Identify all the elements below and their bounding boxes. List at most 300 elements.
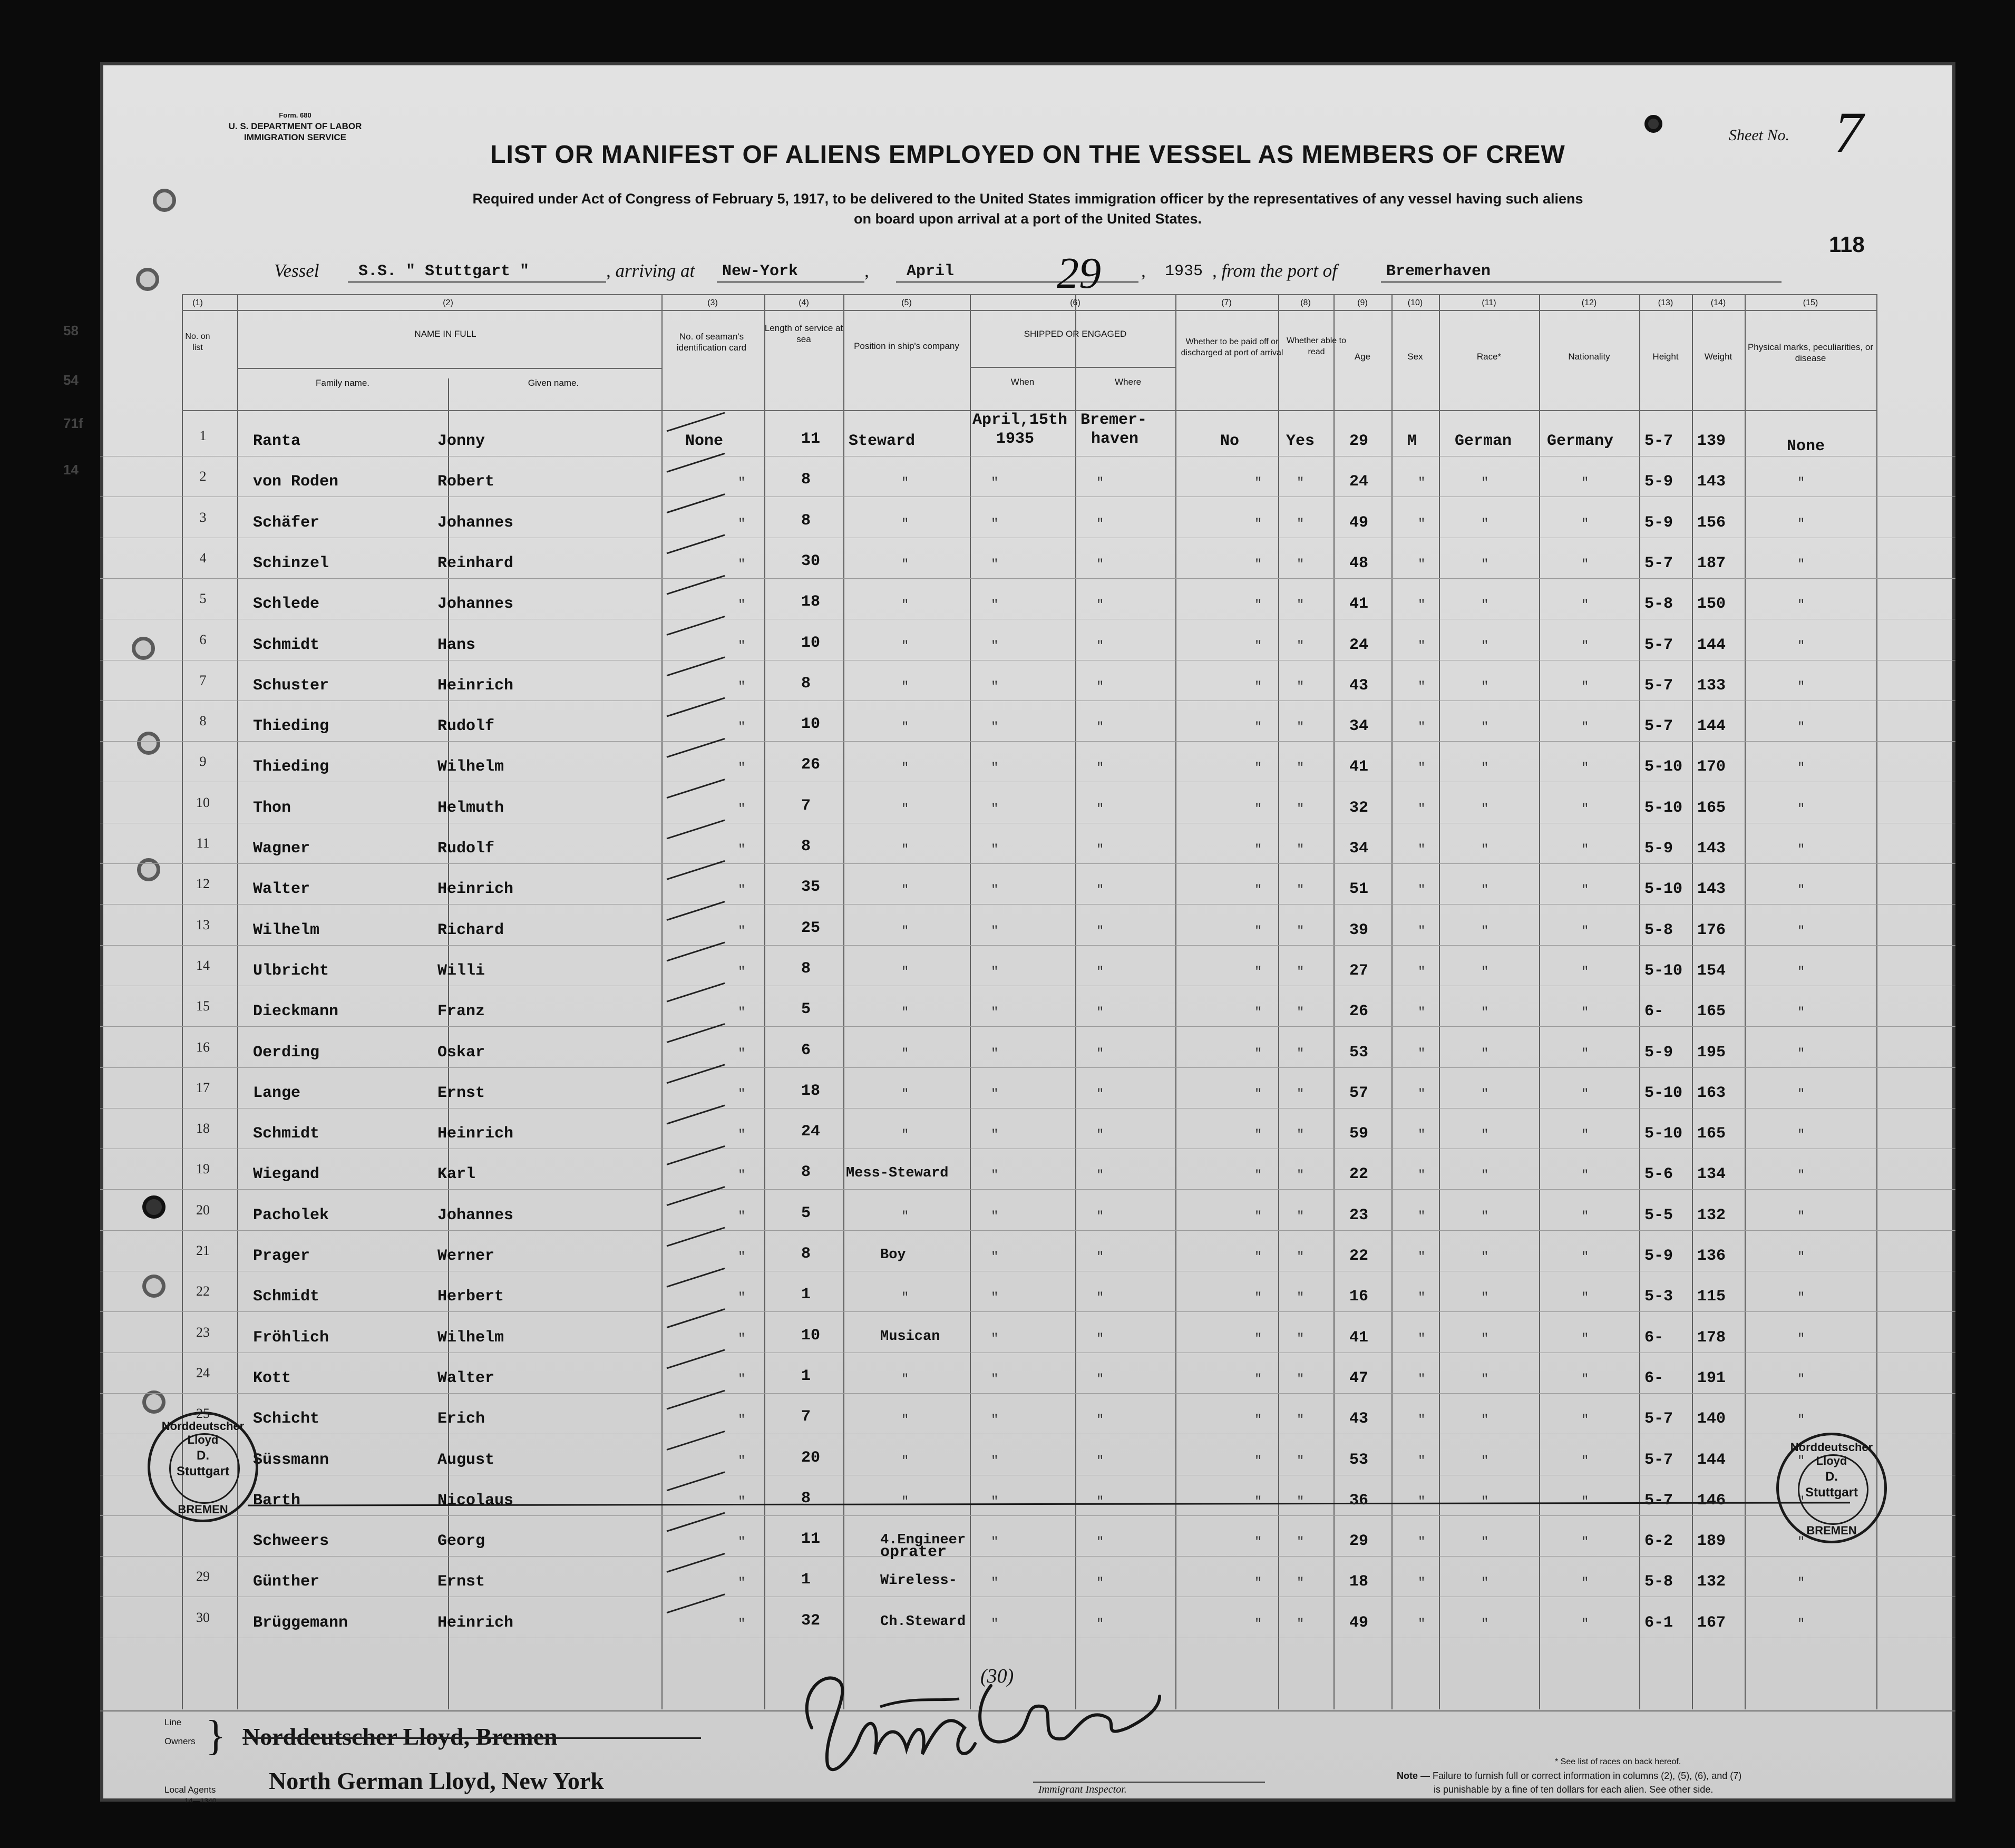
length-of-service: 10 [801, 1327, 821, 1345]
ditto-mark: " [1297, 1210, 1305, 1224]
row-number: 15 [196, 998, 210, 1014]
height: 5-3 [1644, 1288, 1673, 1306]
given-name: Georg [437, 1532, 485, 1550]
manifest-table [100, 62, 1955, 1802]
weight: 154 [1697, 962, 1726, 980]
ditto-mark: " [738, 843, 746, 857]
ditto-mark: " [1418, 1617, 1426, 1631]
ditto-mark: " [1096, 1373, 1104, 1387]
height: 6- [1644, 1369, 1664, 1387]
ditto-mark: " [1581, 598, 1589, 612]
length-of-service: 7 [801, 797, 811, 815]
ditto-mark: " [738, 598, 746, 612]
ditto-mark: " [1481, 761, 1489, 775]
ditto-mark: " [738, 680, 746, 694]
ditto-mark: " [1254, 721, 1262, 735]
age: 39 [1349, 921, 1369, 939]
ditto-mark: " [1297, 761, 1305, 775]
ditto-mark: " [1297, 1128, 1305, 1142]
vessel-name: S.S. " Stuttgart " [358, 262, 530, 280]
column-number: (13) [1658, 298, 1673, 307]
family-name: Fröhlich [253, 1329, 329, 1347]
ditto-mark: " [1254, 1250, 1262, 1265]
ditto-mark: " [1418, 1006, 1426, 1020]
ditto-mark: " [991, 1576, 999, 1590]
row-number: 14 [196, 958, 210, 973]
weight: 150 [1697, 595, 1726, 613]
weight: 170 [1697, 758, 1726, 776]
nationality-value: Germany [1547, 432, 1614, 450]
ditto-mark: " [738, 1373, 746, 1387]
position: Boy [880, 1247, 906, 1263]
ditto-mark: " [1581, 1454, 1589, 1468]
given-name: Herbert [437, 1288, 504, 1306]
weight: 189 [1697, 1532, 1726, 1550]
row-number: 6 [199, 632, 207, 647]
ditto-mark: " [1254, 1291, 1262, 1305]
position: " [901, 965, 909, 979]
ditto-mark: " [738, 1454, 746, 1468]
age: 48 [1349, 555, 1369, 572]
weight: 156 [1697, 514, 1726, 532]
length-of-service: 18 [801, 593, 821, 611]
column-number: (2) [443, 298, 453, 307]
header-shipped: SHIPPED OR ENGAGED [1024, 329, 1127, 339]
ditto-mark: " [1418, 965, 1426, 979]
ditto-mark: " [991, 965, 999, 979]
row-number: 19 [196, 1161, 210, 1176]
height: 5-9 [1644, 840, 1673, 858]
header-position: Position in ship's company [854, 341, 959, 351]
ditto-mark: " [738, 1169, 746, 1183]
ditto-mark: " [1254, 680, 1262, 694]
ditto-mark: " [738, 1250, 746, 1265]
ditto-mark: " [1096, 925, 1104, 939]
age: 51 [1349, 880, 1369, 898]
row-number: 29 [196, 1569, 210, 1584]
stamp-text: Norddeutscher Lloyd [1790, 1441, 1873, 1467]
ditto-mark: " [1254, 925, 1262, 939]
ditto-mark: " [991, 476, 999, 490]
ditto-mark: " [1797, 598, 1805, 612]
height: 6-2 [1644, 1532, 1673, 1550]
family-name: Schäfer [253, 514, 320, 532]
ditto-mark: " [1581, 925, 1589, 939]
length-of-service: 35 [801, 878, 821, 896]
ditto-mark: " [1418, 1250, 1426, 1265]
arriving-label: , arriving at [606, 260, 695, 281]
row-number: 2 [199, 469, 207, 484]
height: 5-10 [1644, 799, 1683, 817]
family-name: Wilhelm [253, 921, 320, 939]
ditto-mark: " [1096, 843, 1104, 857]
ditto-mark: " [1797, 1169, 1805, 1183]
height: 5-5 [1644, 1207, 1673, 1224]
ditto-mark: " [1297, 1535, 1305, 1550]
ditto-mark: " [1797, 476, 1805, 490]
ditto-mark: " [1481, 1617, 1489, 1631]
ditto-mark: " [1418, 680, 1426, 694]
length-of-service: 1 [801, 1571, 811, 1589]
header-height: Height [1652, 352, 1679, 362]
header-id-card: No. of seaman's identification card [676, 332, 747, 353]
sheet-label: Sheet No. [1729, 127, 1789, 144]
header-given-name: Given name. [528, 378, 579, 388]
age: 16 [1349, 1288, 1369, 1306]
row-number: 3 [199, 510, 207, 525]
ditto-mark: " [1297, 1169, 1305, 1183]
ditto-mark: " [1797, 1373, 1805, 1387]
footnotes [1397, 1755, 1892, 1796]
age: 24 [1349, 473, 1369, 491]
family-name: Ulbricht [253, 962, 329, 980]
subtitle-line: Required under Act of Congress of February 5, 1917, to be delivered to the United States immigration officer by the representatives of any vessel having such aliens [472, 191, 1583, 207]
weight: 146 [1697, 1492, 1726, 1510]
ditto-mark: " [1797, 517, 1805, 531]
position: " [901, 1087, 909, 1102]
ditto-mark: " [1418, 1413, 1426, 1427]
ditto-mark: " [991, 925, 999, 939]
from-label: , from the port of [1212, 260, 1337, 281]
ditto-mark: " [738, 1291, 746, 1305]
ditto-mark: " [1297, 1576, 1305, 1590]
header-paid-off: Whether to be paid off or discharged at port of arrival [1181, 337, 1283, 357]
given-name: Robert [437, 473, 495, 491]
row-number: 18 [196, 1121, 210, 1136]
department: U. S. DEPARTMENT OF LABOR [228, 121, 362, 131]
height: 5-10 [1644, 1084, 1683, 1102]
weight: 167 [1697, 1614, 1726, 1632]
family-name: Schuster [253, 677, 329, 695]
ditto-mark: " [1096, 1617, 1104, 1631]
ditto-mark: " [1418, 1087, 1426, 1102]
given-name: Erich [437, 1410, 485, 1428]
note-text: — Failure to furnish full or correct information in columns (2), (5), (6), and (7) [1420, 1771, 1742, 1781]
length-of-service: 25 [801, 919, 821, 937]
ditto-mark: " [991, 1373, 999, 1387]
row-number: 16 [196, 1039, 210, 1055]
position-value: oprater [880, 1543, 947, 1561]
header-physical-marks: Physical marks, peculiarities, or disease [1747, 342, 1874, 363]
margin-note: 58 [63, 323, 79, 338]
length-of-service: 7 [801, 1408, 811, 1426]
header-able-to-read: Whether able to read [1287, 336, 1346, 356]
ditto-mark: " [1254, 1373, 1262, 1387]
family-name: Ranta [253, 432, 301, 450]
ditto-mark: " [1481, 883, 1489, 898]
height: 6- [1644, 1329, 1664, 1347]
ditto-mark: " [738, 558, 746, 572]
form-number: Form. 680 [279, 111, 312, 119]
ditto-mark: " [1297, 1413, 1305, 1427]
row-number: 25 [196, 1406, 210, 1421]
arriving-port: New-York [722, 262, 799, 280]
position: " [901, 517, 909, 531]
header-race: Race* [1476, 352, 1502, 362]
ditto-mark: " [1254, 1006, 1262, 1020]
stamp-text: BREMEN [1806, 1524, 1857, 1537]
family-name: Wiegand [253, 1165, 320, 1183]
agents-label: Local Agents [164, 1785, 216, 1795]
position: " [901, 1210, 909, 1224]
age: 34 [1349, 840, 1369, 858]
column-number: (11) [1482, 298, 1496, 307]
ditto-mark: " [1297, 1373, 1305, 1387]
ditto-mark: " [738, 1332, 746, 1346]
ditto-mark: " [738, 761, 746, 775]
weight: 143 [1697, 880, 1726, 898]
ditto-mark: " [1581, 1332, 1589, 1346]
age: 41 [1349, 758, 1369, 776]
ditto-mark: " [1581, 1373, 1589, 1387]
ditto-mark: " [991, 1087, 999, 1102]
ditto-mark: " [1481, 721, 1489, 735]
age: 24 [1349, 636, 1369, 654]
ditto-mark: " [1797, 1495, 1805, 1509]
age: 29 [1349, 1532, 1369, 1550]
ditto-mark: " [1797, 680, 1805, 694]
ditto-mark: " [1254, 1047, 1262, 1061]
ditto-mark: " [1797, 639, 1805, 654]
ditto-mark: " [1481, 1169, 1489, 1183]
weight: 144 [1697, 717, 1726, 735]
row-number: 20 [196, 1202, 210, 1218]
length-of-service: 18 [801, 1082, 821, 1100]
given-name: Johannes [437, 514, 514, 532]
ditto-mark: " [1297, 1617, 1305, 1631]
position: " [901, 721, 909, 735]
ditto-mark: " [1581, 1413, 1589, 1427]
header-sex: Sex [1407, 352, 1423, 362]
total-note: (30) [980, 1665, 1014, 1687]
age: 53 [1349, 1044, 1369, 1062]
ditto-mark: " [1481, 1495, 1489, 1509]
ditto-mark: " [1096, 1495, 1104, 1509]
ditto-mark: " [1096, 1332, 1104, 1346]
row-number: 12 [196, 876, 210, 891]
length-of-service: 32 [801, 1612, 821, 1630]
ditto-mark: " [1254, 1128, 1262, 1142]
weight: 176 [1697, 921, 1726, 939]
ditto-mark: " [1096, 965, 1104, 979]
ditto-mark: " [1418, 558, 1426, 572]
ditto-mark: " [991, 598, 999, 612]
height: 5-7 [1644, 1410, 1673, 1428]
ditto-mark: " [1797, 925, 1805, 939]
family-name: Thieding [253, 758, 329, 776]
height: 5-7 [1644, 1492, 1673, 1510]
shipped-when: April,15th [972, 411, 1068, 429]
row-number: 21 [196, 1243, 210, 1258]
arrival-day: 29 [1057, 249, 1101, 298]
weight: 132 [1697, 1573, 1726, 1591]
length-of-service: 11 [801, 1530, 821, 1548]
ditto-mark: " [1481, 1128, 1489, 1142]
given-name: Helmuth [437, 799, 504, 817]
family-name: Thon [253, 799, 291, 817]
ditto-mark: " [1096, 558, 1104, 572]
stamp-text: D. [1825, 1470, 1838, 1484]
ditto-mark: " [1254, 843, 1262, 857]
length-of-service: 8 [801, 838, 811, 855]
given-name: Heinrich [437, 1614, 514, 1632]
position: " [901, 883, 909, 898]
ditto-mark: " [1096, 1128, 1104, 1142]
position: " [901, 476, 909, 490]
column-number: (1) [192, 298, 203, 307]
ditto-mark: " [1481, 1087, 1489, 1102]
ditto-mark: " [1418, 1047, 1426, 1061]
age: 18 [1349, 1573, 1369, 1591]
ditto-mark: " [1096, 1006, 1104, 1020]
family-name: Schmidt [253, 636, 320, 654]
age: 43 [1349, 1410, 1369, 1428]
family-name: Schmidt [253, 1288, 320, 1306]
given-name: Heinrich [437, 1125, 514, 1143]
weight: 165 [1697, 1125, 1726, 1143]
ditto-mark: " [1481, 1210, 1489, 1224]
given-name: Wilhelm [437, 758, 504, 776]
family-name: Wagner [253, 840, 310, 858]
family-name: Barth [253, 1492, 301, 1510]
age: 36 [1349, 1492, 1369, 1510]
given-name: Karl [437, 1165, 476, 1183]
length-of-service: 6 [801, 1042, 811, 1059]
ditto-mark: " [991, 843, 999, 857]
height: 5-7 [1644, 555, 1673, 572]
height: 5-7 [1644, 636, 1673, 654]
header-weight: Weight [1704, 352, 1732, 362]
ditto-mark: " [1481, 598, 1489, 612]
row-number: 17 [196, 1080, 210, 1095]
given-name: Nicolaus [437, 1492, 514, 1510]
ditto-mark: " [1581, 1047, 1589, 1061]
length-of-service: 10 [801, 715, 821, 733]
given-name: Willi [437, 962, 485, 980]
ditto-mark: " [1797, 1128, 1805, 1142]
ditto-mark: " [991, 517, 999, 531]
column-number: (12) [1581, 298, 1597, 307]
given-name: Ernst [437, 1084, 485, 1102]
row-number: 13 [196, 917, 210, 932]
ditto-mark: " [1096, 680, 1104, 694]
height: 5-7 [1644, 1451, 1673, 1469]
ditto-mark: " [1797, 721, 1805, 735]
weight: 165 [1697, 1003, 1726, 1020]
family-name: Kott [253, 1369, 291, 1387]
company-stamp [148, 1412, 258, 1522]
ditto-mark: " [1297, 1332, 1305, 1346]
ditto-mark: " [991, 1128, 999, 1142]
length-of-service: 8 [801, 512, 811, 530]
age: 49 [1349, 514, 1369, 532]
ditto-mark: " [1418, 1128, 1426, 1142]
ditto-mark: " [1581, 639, 1589, 654]
inspector-label: Immigrant Inspector. [1038, 1784, 1127, 1795]
ditto-mark: " [1797, 883, 1805, 898]
ditto-mark: " [1418, 598, 1426, 612]
paid-off-value: No [1220, 432, 1240, 450]
given-name: Heinrich [437, 880, 514, 898]
given-name: Oskar [437, 1044, 485, 1062]
ditto-mark: " [1418, 1535, 1426, 1550]
shipped-where-2: haven [1091, 430, 1139, 448]
height: 5-9 [1644, 473, 1673, 491]
form-code: 14—1340 [184, 1796, 217, 1805]
age: 59 [1349, 1125, 1369, 1143]
ditto-mark: " [1096, 1413, 1104, 1427]
ditto-mark: " [738, 965, 746, 979]
row-number: 9 [199, 754, 207, 769]
ditto-mark: " [1797, 1006, 1805, 1020]
length-of-service: 30 [801, 552, 821, 570]
age: 57 [1349, 1084, 1369, 1102]
ditto-mark: " [1581, 476, 1589, 490]
position: Wireless- [880, 1573, 957, 1589]
ditto-mark: " [1297, 1087, 1305, 1102]
family-name: Thieding [253, 717, 329, 735]
age: 53 [1349, 1451, 1369, 1469]
ditto-mark: " [1096, 721, 1104, 735]
row-number: 7 [199, 673, 207, 688]
ditto-mark: " [738, 1128, 746, 1142]
ditto-mark: " [991, 883, 999, 898]
ditto-mark: " [1254, 965, 1262, 979]
length-of-service: 5 [801, 1204, 811, 1222]
ditto-mark: " [1581, 843, 1589, 857]
ditto-mark: " [1297, 925, 1305, 939]
ditto-mark: " [738, 1087, 746, 1102]
ditto-mark: " [1481, 1332, 1489, 1346]
ditto-mark: " [738, 1210, 746, 1224]
ditto-mark: " [991, 1332, 999, 1346]
height: 5-7 [1644, 677, 1673, 695]
height: 5-10 [1644, 880, 1683, 898]
ditto-mark: " [1481, 1454, 1489, 1468]
height: 5-8 [1644, 921, 1673, 939]
ditto-mark: " [991, 802, 999, 816]
weight: 144 [1697, 636, 1726, 654]
ditto-mark: " [1297, 883, 1305, 898]
ditto-mark: " [738, 721, 746, 735]
ditto-mark: " [1581, 1535, 1589, 1550]
ditto-mark: " [1797, 1454, 1805, 1468]
ditto-mark: " [991, 1210, 999, 1224]
height: 6- [1644, 1003, 1664, 1020]
column-number: (8) [1300, 298, 1311, 307]
margin-note: 14 [63, 462, 79, 478]
ditto-mark: " [1797, 1210, 1805, 1224]
ditto-mark: " [1481, 1250, 1489, 1265]
length-of-service: 8 [801, 960, 811, 978]
height: 5-7 [1644, 717, 1673, 735]
given-name: Jonny [437, 432, 485, 450]
family-name: Prager [253, 1247, 310, 1265]
ditto-mark: " [1581, 517, 1589, 531]
ditto-mark: " [1581, 1291, 1589, 1305]
age: 27 [1349, 962, 1369, 980]
ditto-mark: " [1418, 1169, 1426, 1183]
ditto-mark: " [1581, 761, 1589, 775]
ditto-mark: " [1297, 1454, 1305, 1468]
ditto-mark: " [1254, 1576, 1262, 1590]
owners-label: Owners [164, 1736, 196, 1746]
ditto-mark: " [1096, 476, 1104, 490]
ditto-mark: " [1096, 1250, 1104, 1265]
family-name: Schlede [253, 595, 320, 613]
ditto-mark: " [738, 1413, 746, 1427]
margin-note: 71f [63, 415, 83, 431]
